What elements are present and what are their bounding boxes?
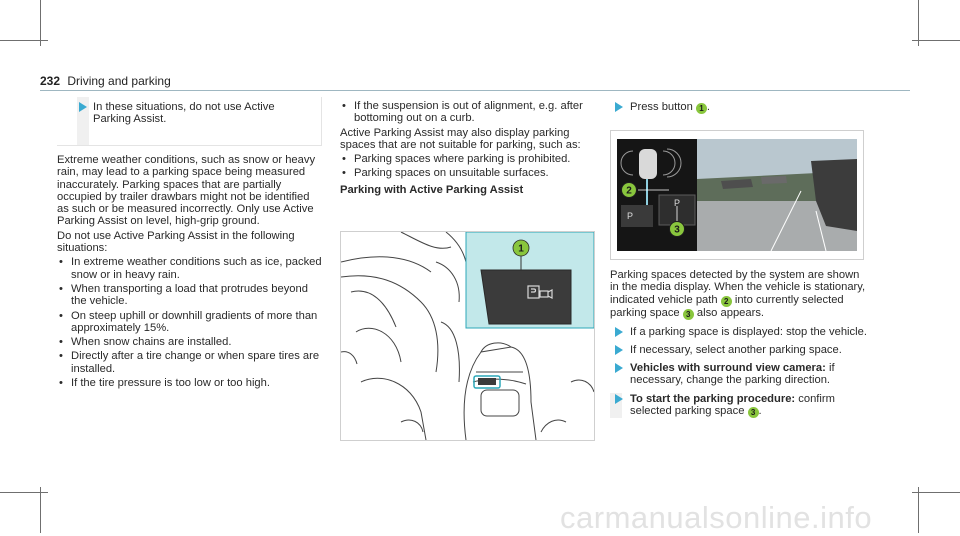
note-text: In these situations, do not use Active Parking Assist. (93, 101, 275, 126)
step-label: Vehicles with surround view camera: (630, 362, 826, 375)
paragraph-text: also appears. (696, 306, 765, 319)
callout-badge: 3 (748, 407, 759, 418)
callout-badge: 3 (683, 309, 694, 320)
slot-label: P (627, 211, 634, 221)
crop-mark (0, 40, 48, 41)
crop-mark (912, 492, 960, 493)
list-item: • In extreme weather conditions such as ice, packed snow or in heavy rain. (57, 256, 322, 281)
header-rule (40, 90, 910, 91)
step-text: Press button (630, 101, 693, 113)
step (610, 362, 870, 387)
list-item: • On steep uphill or downhill gradients of more than approximately 15%. (57, 310, 322, 335)
vehicle-topview (639, 149, 657, 179)
list-item: • Parking spaces on unsuitable surfaces. (340, 167, 596, 179)
paragraph (610, 269, 870, 320)
column-middle (340, 100, 596, 200)
paragraph-text: into currently selected parking space (610, 293, 844, 319)
section-heading: Parking with Active Parking Assist (340, 183, 524, 196)
callout-badge: 2 (721, 296, 732, 307)
slot-label: P (674, 198, 681, 208)
paragraph: Do not use Active Parking Assist in the following situations: (57, 229, 295, 255)
crop-mark (918, 487, 919, 533)
page-header (40, 74, 171, 88)
bullet-list (340, 100, 596, 125)
page-number: 232 (40, 74, 61, 88)
bullet-list (340, 153, 596, 180)
step-text: if necessary, change the parking direction. (630, 362, 835, 387)
arrow-right-icon (615, 394, 623, 404)
bullet-list (57, 256, 322, 389)
callout-number: 2 (626, 185, 632, 197)
interior-illustration (340, 231, 595, 441)
step-text: If a parking space is displayed: stop the vehicle. (630, 325, 867, 338)
camera-display-figure (610, 130, 864, 260)
step (610, 101, 870, 114)
arrow-right-icon (615, 102, 623, 112)
list-item: • Directly after a tire change or when spare tires are installed. (57, 350, 322, 375)
console-drawing (341, 232, 594, 440)
list-item: • When snow chains are installed. (57, 336, 322, 348)
arrow-right-icon (615, 345, 623, 355)
paragraph: Extreme weather conditions, such as snow or heavy rain, may lead to a parking space being measured inaccurately. Parking spaces that are partially occupied by trailer drawbars might not be identified as such or be measured incorrectly. Only use Active Parking Assist on level, high-grip ground. (57, 154, 316, 228)
watermark: carmanualsonline.info (560, 500, 873, 535)
step-text: confirm selected parking space (630, 392, 835, 418)
punctuation: . (706, 101, 711, 113)
step (610, 344, 870, 356)
camera-display (611, 131, 863, 259)
paragraph-text: Parking spaces detected by the system are shown in the media display. When the vehicle is stationary, indicated vehicle path (610, 269, 866, 306)
list-item: • If the suspension is out of alignment, e.g. after bottoming out on a curb. (340, 100, 596, 125)
step (610, 393, 870, 418)
column-right-text (610, 269, 870, 424)
step-label: To start the parking procedure: (630, 392, 796, 405)
parking-slot (621, 205, 653, 227)
arrow-right-icon (615, 363, 623, 373)
note (57, 97, 321, 126)
paragraph: Active Parking Assist may also display parking spaces that are not suitable for parking, such as: (340, 126, 581, 151)
step-text: If necessary, select another parking space. (630, 343, 842, 356)
punctuation: . (758, 405, 762, 418)
list-item: • When transporting a load that protrudes beyond the vehicle. (57, 283, 322, 308)
column-right (610, 101, 870, 114)
crop-mark (40, 487, 41, 533)
callout-number: 3 (674, 224, 680, 236)
note-box (57, 97, 322, 146)
arrow-right-icon (615, 327, 623, 337)
control-panel (481, 270, 571, 324)
step (610, 326, 870, 338)
crop-mark (0, 492, 48, 493)
section-title: Driving and parking (67, 74, 171, 88)
crop-mark (912, 40, 960, 41)
callout-number: 1 (518, 243, 524, 255)
list-item: • If the tire pressure is too low or too high. (57, 377, 322, 389)
column-left (57, 97, 322, 391)
list-item: • Parking spaces where parking is prohibited. (340, 153, 596, 165)
arrow-right-icon (79, 102, 87, 112)
button-small (478, 378, 496, 385)
callout-badge: 1 (696, 103, 707, 114)
